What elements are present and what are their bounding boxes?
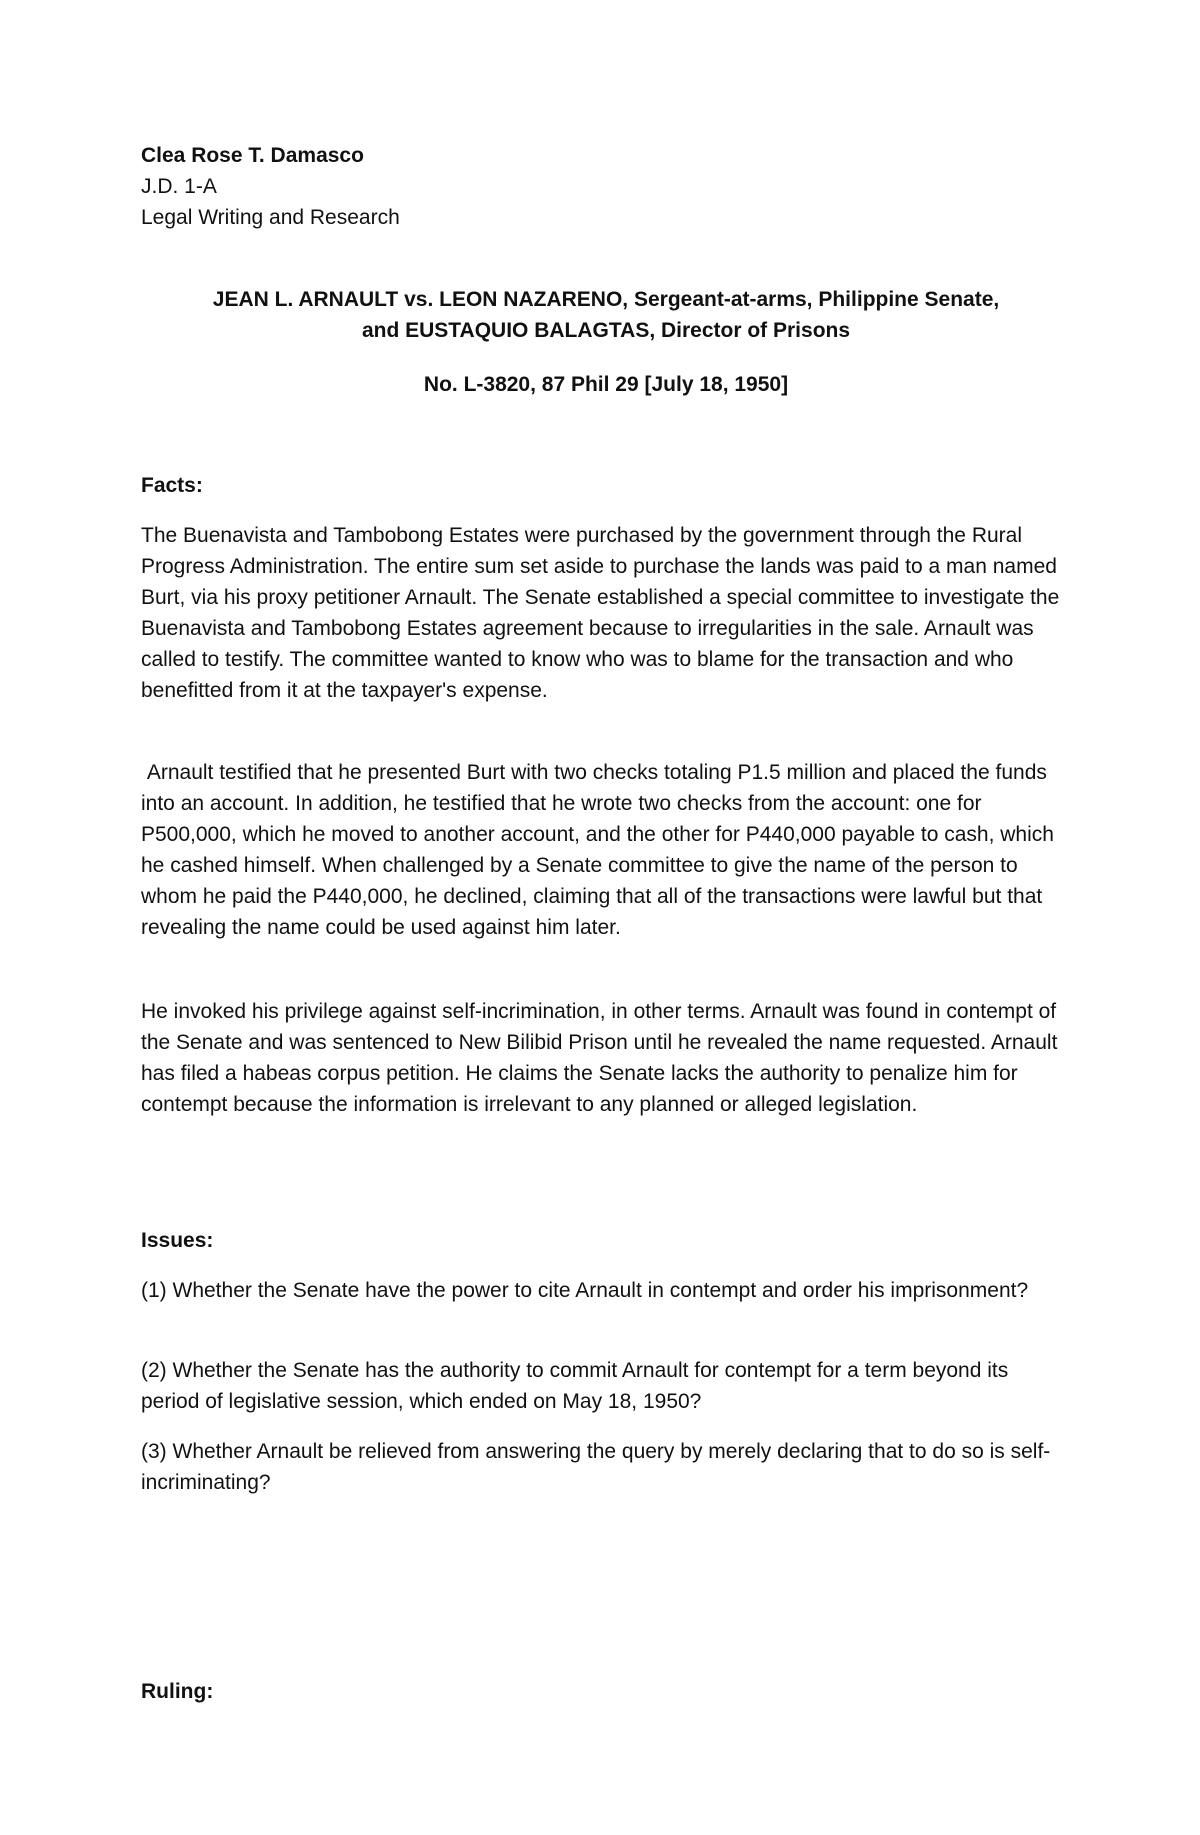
ruling-heading: Ruling: [141, 1680, 214, 1703]
author-course: Legal Writing and Research [141, 206, 400, 229]
facts-paragraph-1: The Buenavista and Tambobong Estates were purchased by the government through the Rural Progress Administration. The entire sum set aside to purchase the lands was paid to a man named Burt, via his proxy petitioner Arnault. The Senate established a special committee to investigate the Buenavista and Tambobong Estates agreement because to irregularities in the sale. Arnault was called to testify. The committee wanted to know who was to blame for the transaction and who benefitted from it at the taxpayer's expense. [141, 524, 1060, 702]
issue-item-1: (1) Whether the Senate have the power to cite Arnault in contempt and order his imprisonment? [141, 1279, 1029, 1302]
issue-item-3: (3) Whether Arnault be relieved from answering the query by merely declaring that to do so is self-incriminating? [141, 1440, 1051, 1494]
case-title-line-2: and EUSTAQUIO BALAGTAS, Director of Prisons [361, 319, 851, 342]
issues-heading: Issues: [141, 1229, 214, 1252]
author-block [141, 140, 1071, 233]
case-citation: No. L-3820, 87 Phil 29 [July 18, 1950] [423, 373, 789, 396]
author-class: J.D. 1-A [141, 175, 217, 198]
facts-heading: Facts: [141, 474, 203, 497]
author-name: Clea Rose T. Damasco [141, 144, 364, 167]
facts-paragraph-3: He invoked his privilege against self-incrimination, in other terms. Arnault was found in contempt of the Senate and was sentenced to New Bilibid Prison until he revealed the name requested. Arnault has filed a habeas corpus petition. He claims the Senate lacks the authority to penalize him for contempt because the information is irrelevant to any planned or alleged legislation. [141, 1000, 1058, 1116]
issue-item-2: (2) Whether the Senate has the authority to commit Arnault for contempt for a term beyond its period of legislative session, which ended on May 18, 1950? [141, 1359, 1009, 1413]
case-title-line-1: JEAN L. ARNAULT vs. LEON NAZARENO, Sergeant-at-arms, Philippine Senate, [212, 288, 1000, 311]
case-title [141, 284, 1071, 346]
facts-paragraph-2: Arnault testified that he presented Burt with two checks totaling P1.5 million and placed the funds into an account. In addition, he testified that he wrote two checks from the account: one for P500,000, which he moved to another account, and the other for P440,000 payable to cash, which he cashed himself. When challenged by a Senate committee to give the name of the person to whom he paid the P440,000, he declined, claiming that all of the transactions were lawful but that revealing the name could be used against him later. [141, 761, 1060, 939]
